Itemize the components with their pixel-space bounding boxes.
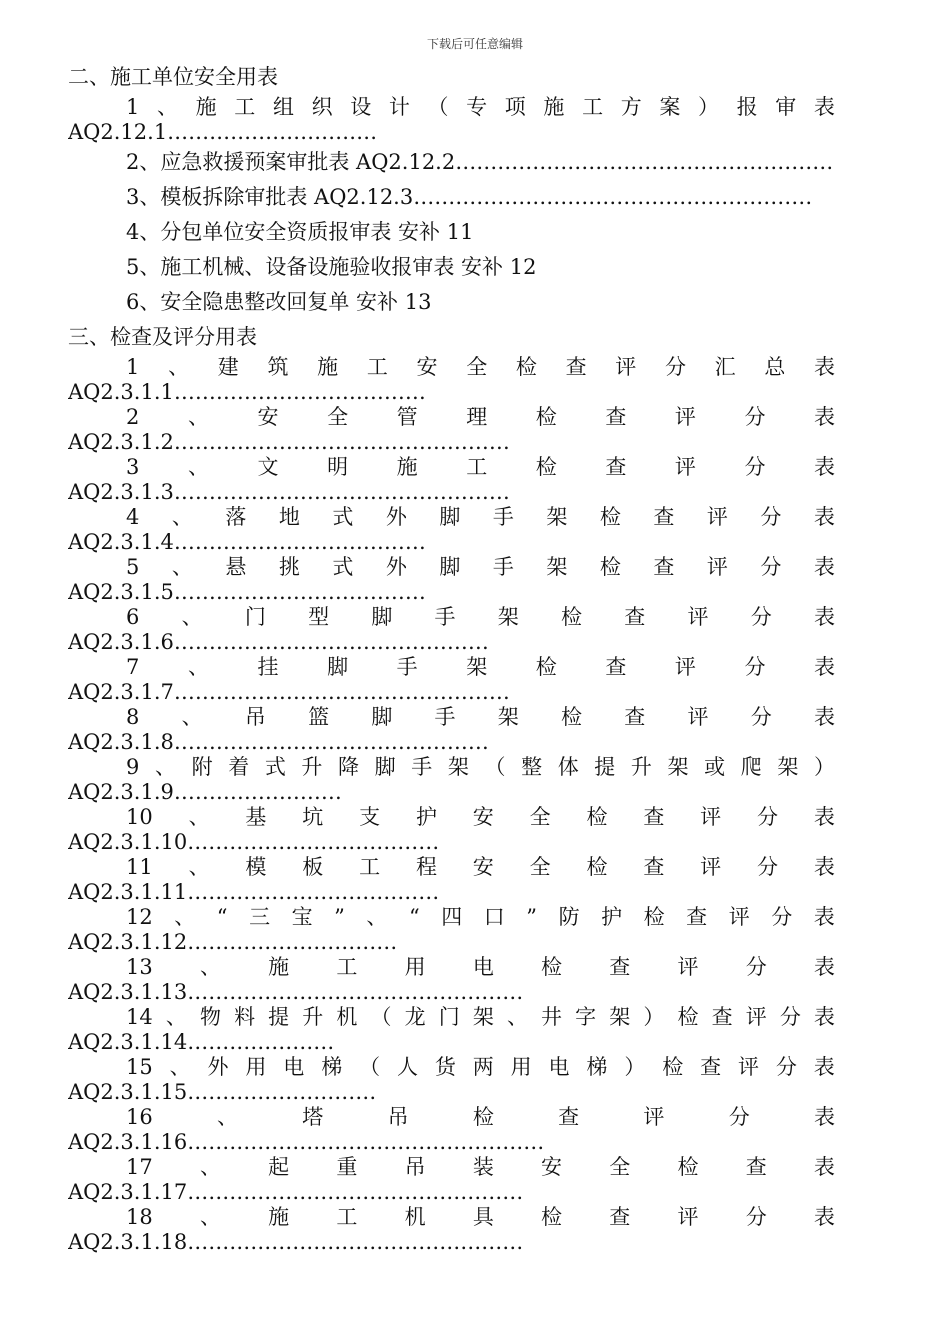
document-body <box>68 60 835 1255</box>
list-item-title: 16 、 塔 吊 检 查 评 分 表 <box>126 1105 835 1129</box>
list-item-title: 12 、 “ 三 宝 ” 、 “ 四 口 ” 防 护 检 查 评 分 表 <box>126 905 835 929</box>
section-title: 三、检查及评分用表 <box>68 325 257 349</box>
list-item-code: AQ2.3.1.2………………………………………… <box>68 430 510 454</box>
list-item <box>68 1105 835 1155</box>
list-item-title: 2 、 安 全 管 理 检 查 评 分 表 <box>126 405 835 429</box>
list-item-code: AQ2.3.1.17………………………………………… <box>68 1180 524 1204</box>
list-item-title: 1 、 施 工 组 织 设 计 （ 专 项 施 工 方 案 ） 报 审 表 <box>126 95 835 119</box>
list-item-code: AQ2.3.1.8……………………………………… <box>68 730 489 754</box>
list-item-code: AQ2.3.1.16…………………………………………… <box>68 1130 545 1154</box>
list-item-code: AQ2.3.1.5……………………………… <box>68 580 426 604</box>
list-item-title: 1 、 建 筑 施 工 安 全 检 查 评 分 汇 总 表 <box>126 355 835 379</box>
list-item <box>68 755 835 805</box>
list-item-code: AQ2.3.1.14………………… <box>68 1030 335 1054</box>
list-item: 2、应急救援预案审批表 AQ2.12.2……………………………………………… <box>126 150 834 174</box>
list-item-title: 15 、 外 用 电 梯 （ 人 货 两 用 电 梯 ） 检 查 评 分 表 <box>126 1055 835 1079</box>
list-item <box>68 1205 835 1255</box>
list-item-code: AQ2.3.1.11……………………………… <box>68 880 440 904</box>
list-item: 3、模板拆除审批表 AQ2.12.3………………………………………………… <box>126 185 813 209</box>
list-item-code: AQ2.3.1.10……………………………… <box>68 830 440 854</box>
list-item <box>68 805 835 855</box>
list-item <box>68 705 835 755</box>
list-item-title: 18 、 施 工 机 具 检 查 评 分 表 <box>126 1205 835 1229</box>
list-item <box>68 1155 835 1205</box>
list-item <box>68 1005 835 1055</box>
page-header: 下载后可任意编辑 <box>426 37 523 51</box>
list-item-title: 6 、 门 型 脚 手 架 检 查 评 分 表 <box>126 605 835 629</box>
list-item <box>68 905 835 955</box>
list-item-code: AQ2.3.1.12………………………… <box>68 930 398 954</box>
list-item: 5、施工机械、设备设施验收报审表 安补 12 <box>126 255 537 279</box>
section-title: 二、施工单位安全用表 <box>68 65 278 89</box>
list-item <box>68 455 835 505</box>
list-item: 6、安全隐患整改回复单 安补 13 <box>126 290 432 314</box>
list-item <box>68 555 835 605</box>
list-item-code: AQ2.3.1.6……………………………………… <box>68 630 489 654</box>
list-item-title: 5 、 悬 挑 式 外 脚 手 架 检 查 评 分 表 <box>126 555 835 579</box>
list-item-code: AQ2.3.1.18………………………………………… <box>68 1230 524 1254</box>
list-item <box>68 855 835 905</box>
list-item-title: 13 、 施 工 用 电 检 查 评 分 表 <box>126 955 835 979</box>
list-item-code: AQ2.12.1………………………… <box>68 120 378 144</box>
list-item <box>68 655 835 705</box>
list-item <box>68 1055 835 1105</box>
list-item <box>68 505 835 555</box>
list-item <box>68 95 835 145</box>
list-item-title: 10 、 基 坑 支 护 安 全 检 查 评 分 表 <box>126 805 835 829</box>
list-item-code: AQ2.3.1.1……………………………… <box>68 380 426 404</box>
list-item <box>68 955 835 1005</box>
list-item: 4、分包单位安全资质报审表 安补 11 <box>126 220 474 244</box>
list-item-title: 4 、 落 地 式 外 脚 手 架 检 查 评 分 表 <box>126 505 835 529</box>
list-item-code: AQ2.3.1.15……………………… <box>68 1080 377 1104</box>
list-item-title: 14 、 物 料 提 升 机 （ 龙 门 架 、 井 字 架 ） 检 查 评 分 表 <box>126 1005 835 1029</box>
list-item-code: AQ2.3.1.9…………………… <box>68 780 342 804</box>
list-item-code: AQ2.3.1.4……………………………… <box>68 530 426 554</box>
list-item <box>68 405 835 455</box>
list-item-title: 8 、 吊 篮 脚 手 架 检 查 评 分 表 <box>126 705 835 729</box>
list-item-title: 9 、 附 着 式 升 降 脚 手 架 （ 整 体 提 升 架 或 爬 架 ） <box>126 755 835 779</box>
list-item-code: AQ2.3.1.13………………………………………… <box>68 980 524 1004</box>
list-item-title: 3 、 文 明 施 工 检 查 评 分 表 <box>126 455 835 479</box>
list-item-title: 11 、 模 板 工 程 安 全 检 查 评 分 表 <box>126 855 835 879</box>
list-item <box>68 355 835 405</box>
list-item-code: AQ2.3.1.7………………………………………… <box>68 680 510 704</box>
list-item-title: 7 、 挂 脚 手 架 检 查 评 分 表 <box>126 655 835 679</box>
list-item-title: 17 、 起 重 吊 装 安 全 检 查 表 <box>126 1155 835 1179</box>
list-item-code: AQ2.3.1.3………………………………………… <box>68 480 510 504</box>
list-item <box>68 605 835 655</box>
